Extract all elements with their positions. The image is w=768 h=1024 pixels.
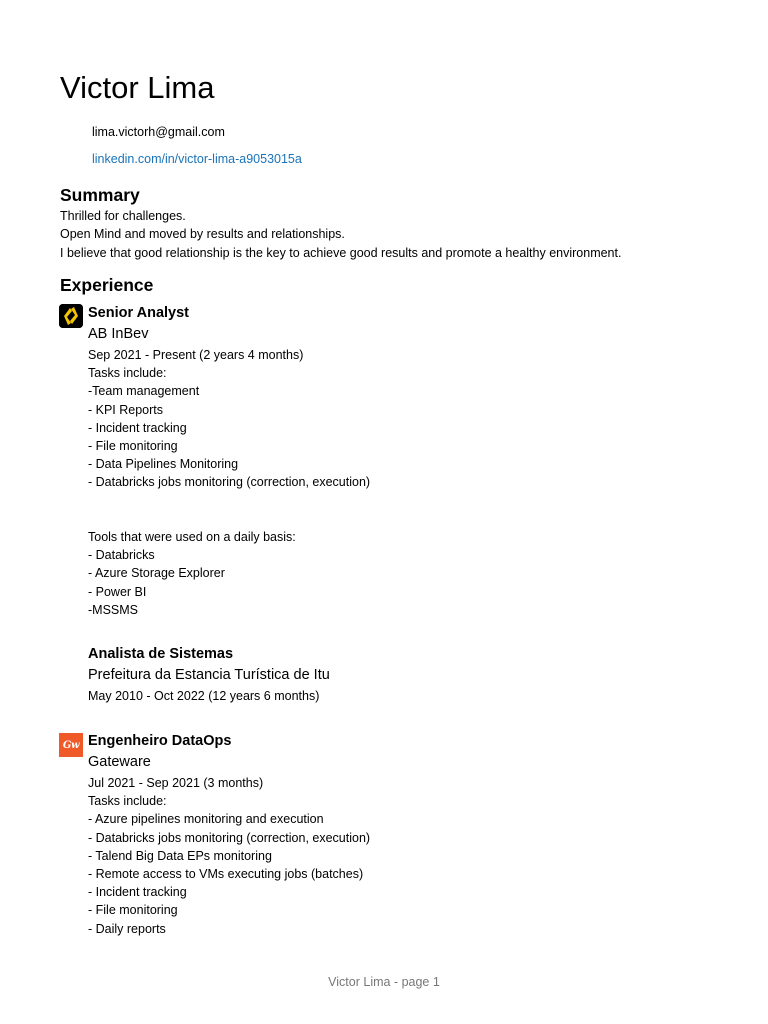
summary-line: Thrilled for challenges. — [60, 209, 186, 223]
summary-heading: Summary — [60, 185, 140, 205]
blank-line — [88, 492, 370, 510]
job-description-line: -MSSMS — [88, 602, 138, 617]
gateware-logo-text: Gw — [62, 739, 80, 751]
job-description — [88, 792, 370, 938]
job-description-line: - Talend Big Data EPs monitoring — [88, 848, 272, 863]
job-title: Engenheiro DataOps — [88, 733, 232, 749]
job-description-line: - Power BI — [88, 584, 147, 599]
job-description-line: - File monitoring — [88, 439, 178, 454]
email-address: lima.victorh@gmail.com — [92, 125, 225, 139]
summary-line: Open Mind and moved by results and relationships. — [60, 227, 345, 242]
job-description-line: - Daily reports — [88, 921, 166, 936]
blank-line — [88, 510, 370, 528]
job-description-line: - Remote access to VMs executing jobs (batches) — [88, 867, 364, 882]
job-description-line: - Databricks jobs monitoring (correction, execution) — [88, 830, 371, 845]
job-dates: May 2010 - Oct 2022 (12 years 6 months) — [88, 689, 320, 703]
experience-heading: Experience — [60, 275, 154, 295]
job-company: AB InBev — [88, 326, 149, 342]
job-description-line: - Incident tracking — [88, 420, 187, 435]
job-description-line: - Databricks jobs monitoring (correction, execution) — [88, 475, 371, 490]
summary-body — [60, 207, 621, 262]
gateware-logo-icon — [59, 733, 83, 757]
job-description-line: - Databricks — [88, 548, 155, 563]
job-dates: Jul 2021 - Sep 2021 (3 months) — [88, 776, 264, 790]
job-company: Gateware — [88, 754, 151, 770]
job-description-line: - File monitoring — [88, 903, 178, 918]
candidate-name: Victor Lima — [60, 70, 215, 105]
job-description-line: - Data Pipelines Monitoring — [88, 457, 239, 472]
page-footer: Victor Lima - page 1 — [328, 975, 440, 989]
job-dates: Sep 2021 - Present (2 years 4 months) — [88, 348, 304, 362]
job-title: Senior Analyst — [88, 305, 189, 321]
job-entry-analista-de-sistemas — [88, 644, 330, 705]
job-company: Prefeitura da Estancia Turística de Itu — [88, 667, 330, 683]
job-description-line: - Incident tracking — [88, 885, 187, 900]
job-description-line: - KPI Reports — [88, 402, 164, 417]
linkedin-link[interactable]: linkedin.com/in/victor-lima-a9053015a — [92, 152, 302, 166]
job-description-line: Tasks include: — [88, 366, 167, 381]
job-title: Analista de Sistemas — [88, 646, 234, 662]
job-entry-engenheiro-dataops — [88, 731, 370, 938]
summary-line: I believe that good relationship is the key to achieve good results and promote a healthy environment. — [60, 245, 622, 260]
job-entry-senior-analyst — [88, 303, 370, 619]
abinbev-logo-icon — [59, 304, 83, 328]
job-description-line: -Team management — [88, 384, 200, 399]
job-description-line: Tasks include: — [88, 794, 167, 809]
job-description-line: - Azure pipelines monitoring and execution — [88, 812, 324, 827]
job-description — [88, 364, 370, 619]
job-description-line: Tools that were used on a daily basis: — [88, 530, 296, 544]
job-description-line: - Azure Storage Explorer — [88, 566, 225, 581]
